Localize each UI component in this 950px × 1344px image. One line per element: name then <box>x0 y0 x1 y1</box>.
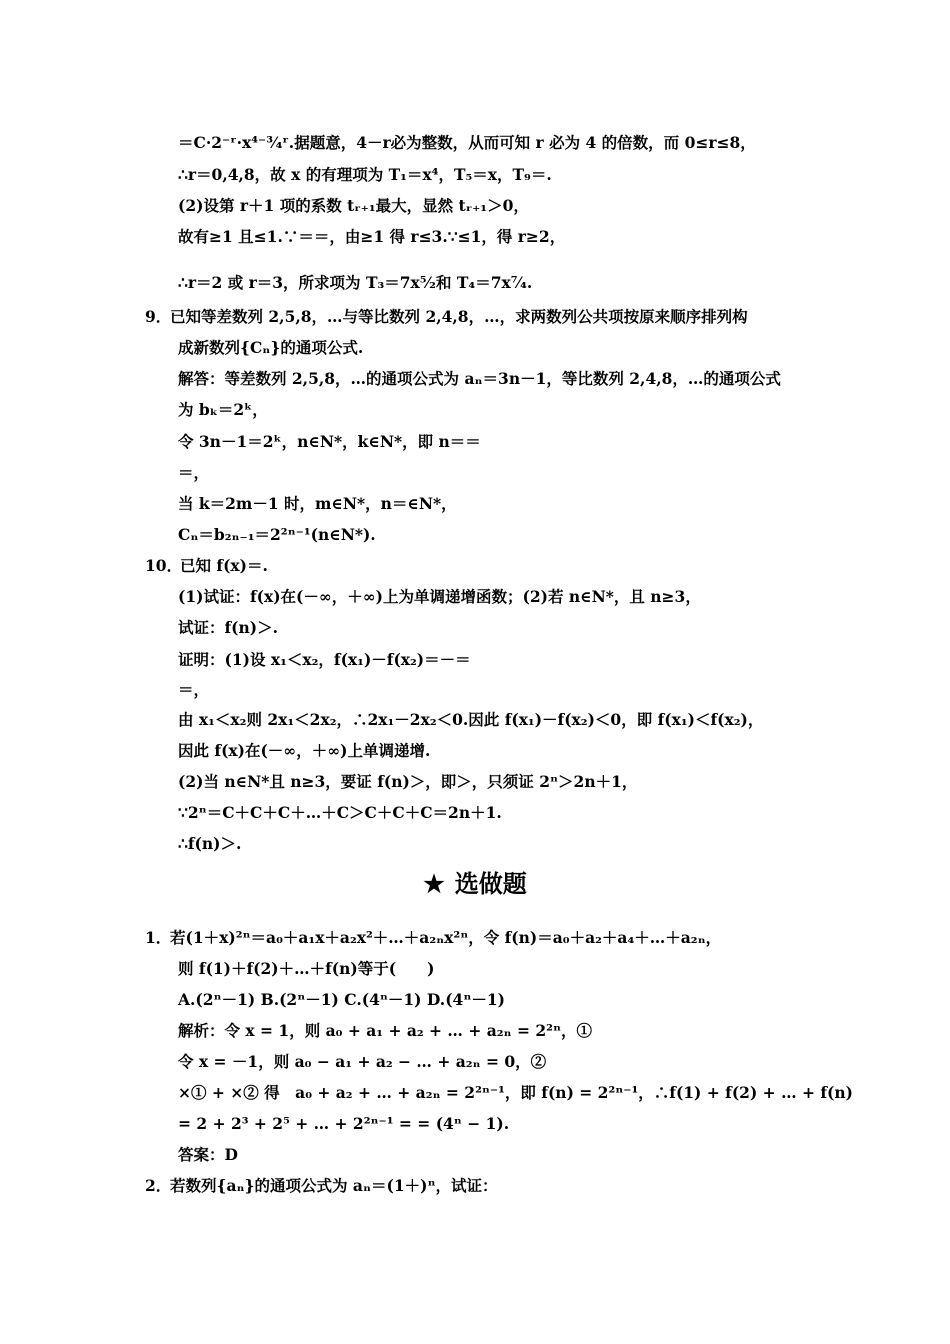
text-line: ＝C·2⁻ʳ·x⁴⁻³⁄₄ʳ.据题意，4－r必为整数，从而可知 r 必为 4 的倍数，而 0≤r≤8， <box>178 133 756 152</box>
star-icon: ★ <box>423 869 445 898</box>
question-text: 已知等差数列 2,5,8，…与等比数列 2,4,8，…，求两数列公共项按原来顺序排列构 <box>170 307 748 326</box>
text-line: 为 bₖ＝2ᵏ， <box>178 400 268 419</box>
text-line: 故有≥1 且≤1.∵＝＝，由≥1 得 r≤3.∵≤1，得 r≥2， <box>178 227 566 246</box>
section-title: 选做题 <box>454 869 527 898</box>
text-line: (1)试证：f(x)在(－∞，＋∞)上为单调递增函数；(2)若 n∈N*，且 n≥3， <box>178 587 701 606</box>
text-line: = 2 + 2³ + 2⁵ + … + 2²ⁿ⁻¹ = = (4ⁿ − 1). <box>178 1114 510 1133</box>
question-text: 若(1＋x)²ⁿ＝a₀＋a₁x＋a₂x²＋…＋a₂ₙx²ⁿ，令 f(n)＝a₀＋a₂＋a₄＋…＋a₂ₙ， <box>170 928 722 947</box>
text-line: 试证：f(n)＞. <box>178 618 279 637</box>
text-line: ＝， <box>178 680 210 699</box>
text-line: (2)设第 r＋1 项的系数 tᵣ₊₁最大，显然 tᵣ₊₁＞0， <box>178 196 529 215</box>
question-text: 已知 f(x)＝. <box>180 556 268 575</box>
text-line: ∴f(n)＞. <box>178 834 242 853</box>
text-line: (2)当 n∈N*且 n≥3，要证 f(n)＞，即＞，只须证 2ⁿ＞2n＋1， <box>178 772 638 791</box>
text-line: 由 x₁＜x₂则 2x₁＜2x₂，∴2x₁－2x₂＜0.因此 f(x₁)－f(x₂)＜0，即 f(x₁)＜f(x₂)， <box>178 710 764 729</box>
text-line: 当 k＝2m－1 时，m∈N*，n＝∈N*， <box>178 494 457 513</box>
text-line: 证明：(1)设 x₁＜x₂，f(x₁)－f(x₂)＝－＝ <box>178 650 471 669</box>
text-line: ×① + ×② 得 a₀ + a₂ + … + a₂ₙ = 2²ⁿ⁻¹，即 f(n) = 2²ⁿ⁻¹，∴f(1) + f(2) + … + f(n) <box>178 1083 853 1102</box>
answer-options: A.(2ⁿ－1) B.(2ⁿ－1) C.(4ⁿ－1) D.(4ⁿ－1) <box>178 990 505 1009</box>
text-line: ∵2ⁿ＝C＋C＋C＋…＋C＞C＋C＋C＝2n＋1. <box>178 803 502 822</box>
question-number: 9． <box>145 307 172 326</box>
text-line: 因此 f(x)在(－∞，＋∞)上单调递增. <box>178 741 431 760</box>
question-number: 1． <box>145 928 172 947</box>
text-line: Cₙ＝b₂ₙ₋₁＝2²ⁿ⁻¹(n∈N*). <box>178 525 376 544</box>
text-line: 则 f(1)＋f(2)＋…＋f(n)等于( ) <box>178 959 435 978</box>
question-number: 10． <box>145 556 183 575</box>
section-heading <box>0 868 950 900</box>
text-line: ∴r＝0,4,8，故 x 的有理项为 T₁＝x⁴，T₅＝x，T₉＝. <box>178 165 552 184</box>
text-line: 令 3n－1＝2ᵏ，n∈N*，k∈N*，即 n＝＝ <box>178 432 481 451</box>
question-number: 2． <box>145 1176 172 1195</box>
text-line: ∴r＝2 或 r＝3，所求项为 T₃＝7x⁵⁄₂和 T₄＝7x⁷⁄₄. <box>178 273 533 292</box>
text-line: 解答：等差数列 2,5,8，…的通项公式为 aₙ＝3n－1，等比数列 2,4,8，…的通项公式 <box>178 369 781 388</box>
answer-line: 答案：D <box>178 1145 238 1164</box>
text-line: ＝， <box>178 463 210 482</box>
question-text: 若数列{aₙ}的通项公式为 aₙ＝(1＋)ⁿ，试证： <box>170 1176 498 1195</box>
text-line: 成新数列{Cₙ}的通项公式. <box>178 338 364 357</box>
text-line: 解析：令 x = 1，则 a₀ + a₁ + a₂ + … + a₂ₙ = 2²ⁿ，① <box>178 1021 592 1040</box>
text-line: 令 x = －1，则 a₀ − a₁ + a₂ − … + a₂ₙ = 0，② <box>178 1052 547 1071</box>
